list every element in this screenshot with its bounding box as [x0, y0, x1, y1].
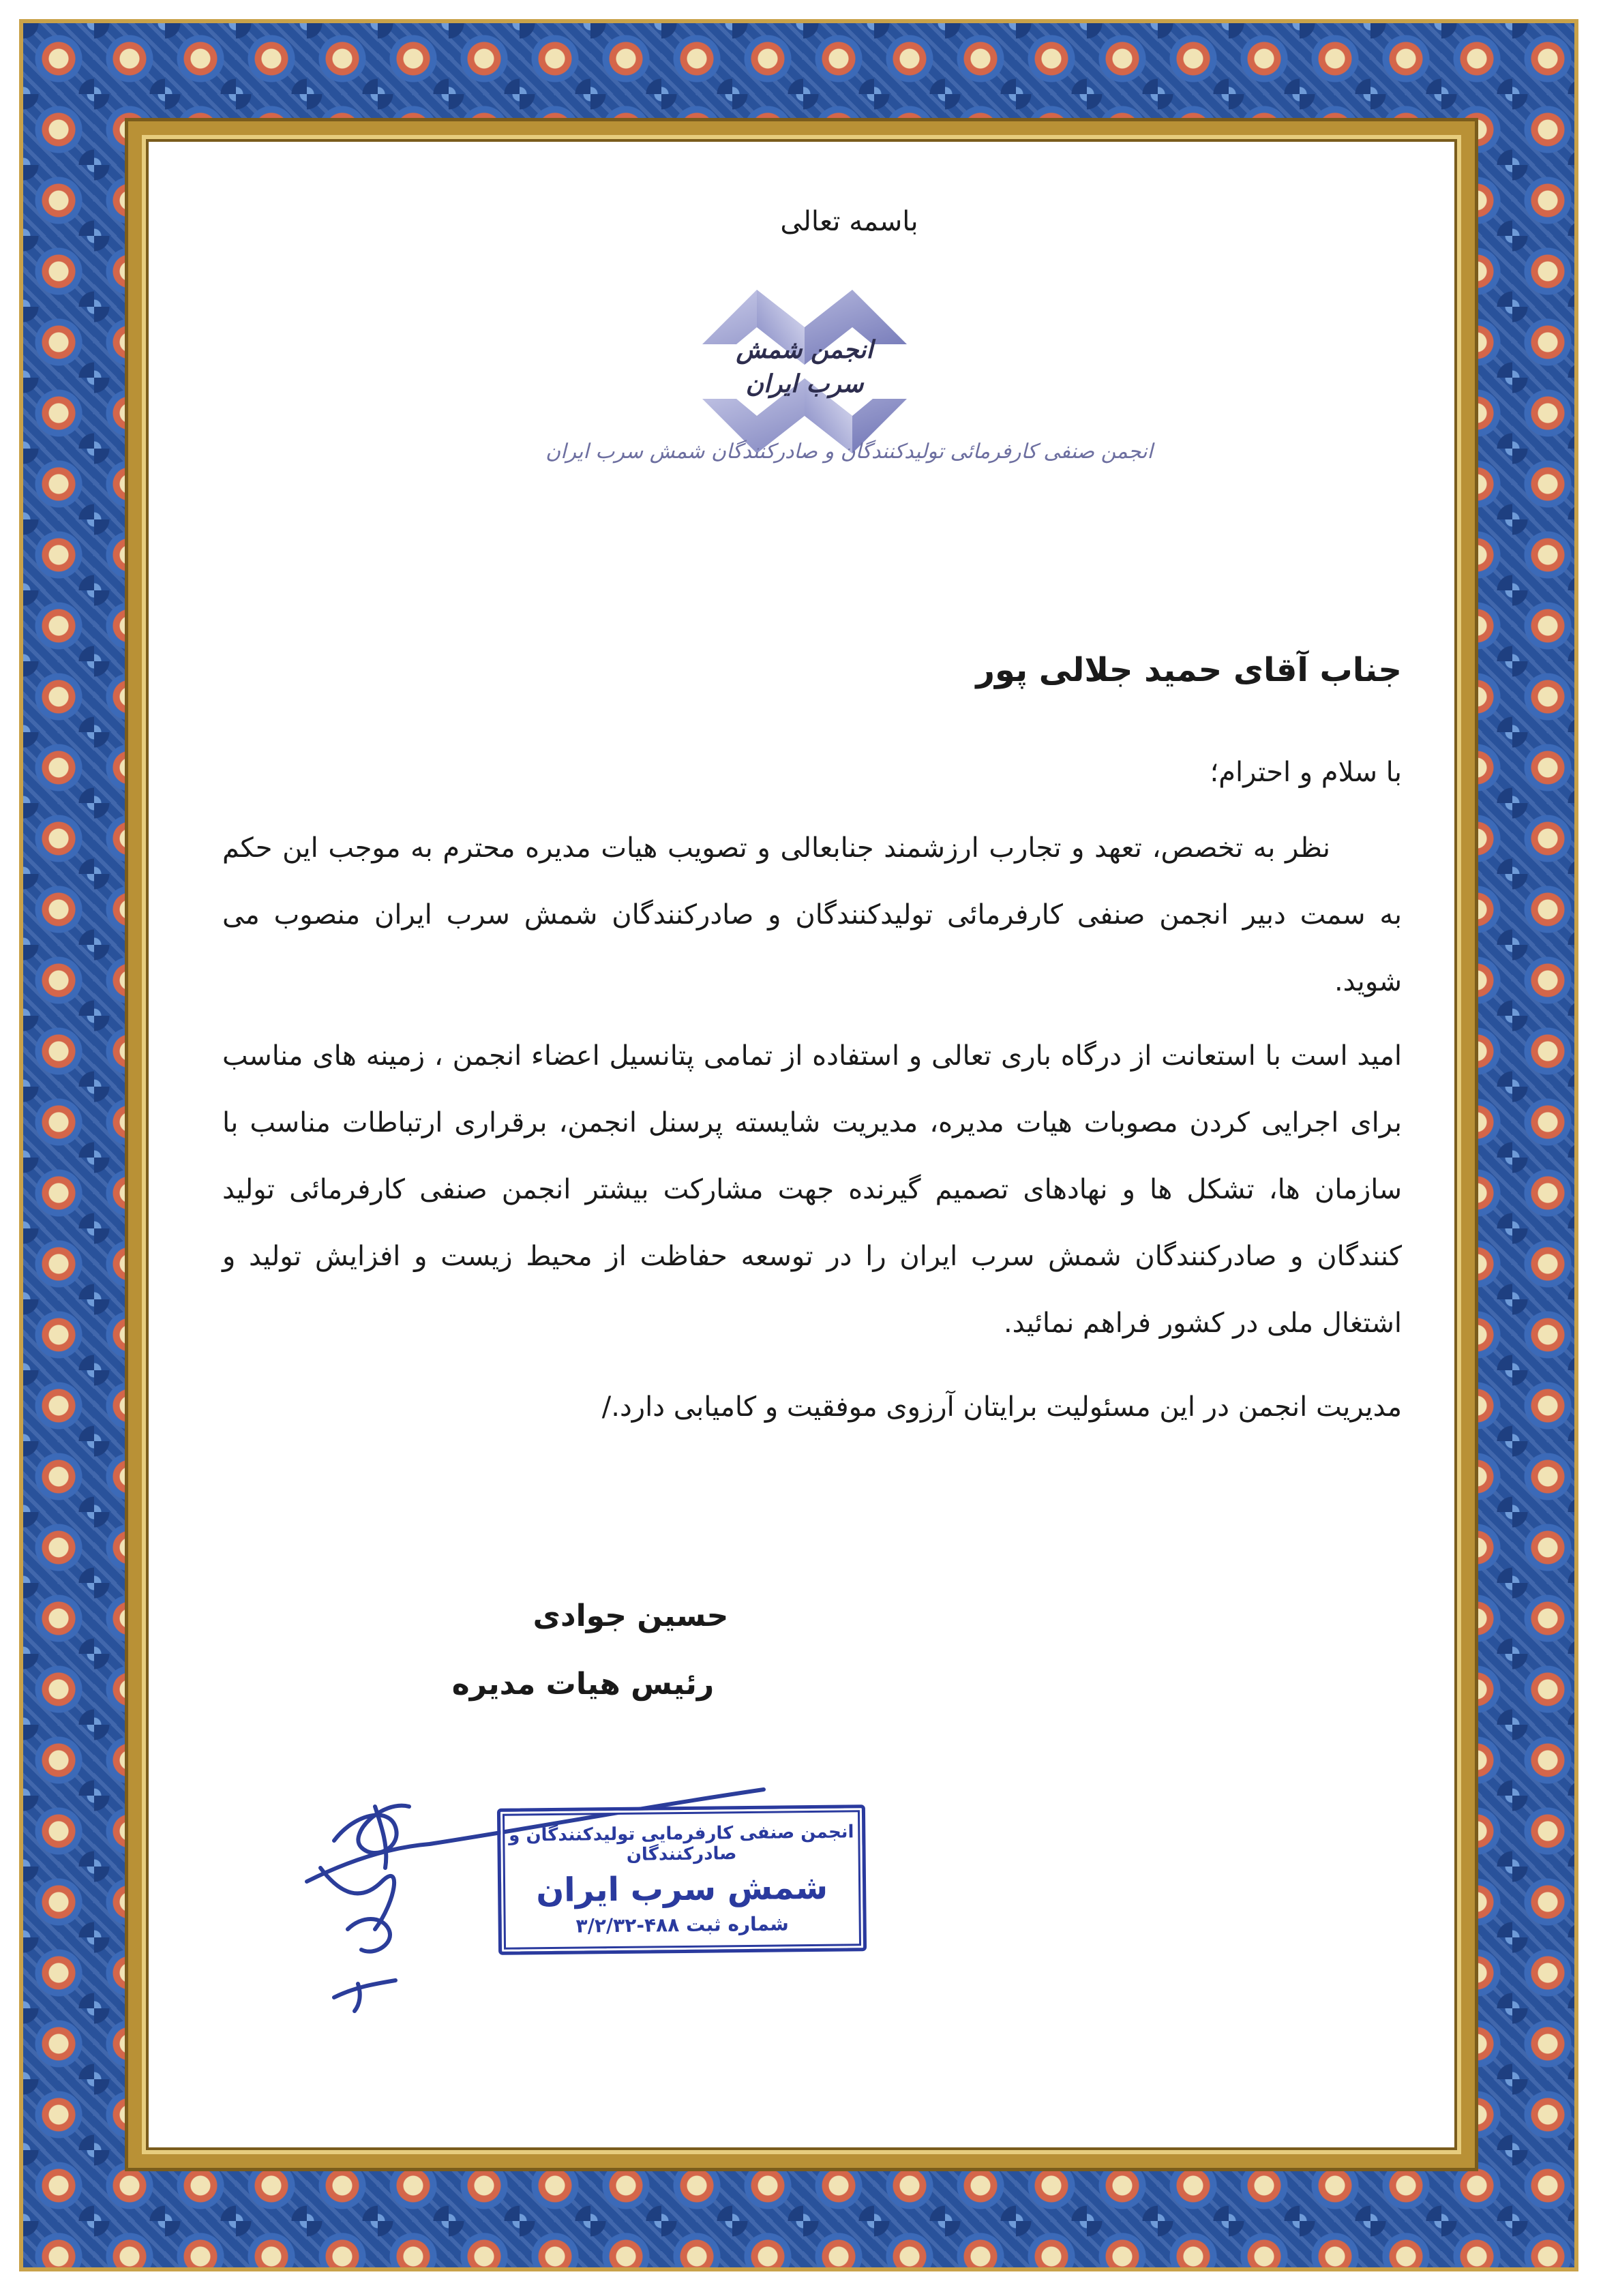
letter-body — [136, 130, 1467, 2160]
paragraph-wishes: مدیریت انجمن در این مسئولیت برایتان آرزوی موفقیت و کامیابی دارد./ — [601, 1391, 1402, 1423]
invocation-heading: باسمه تعالی — [780, 206, 918, 237]
stamp-line-1: انجمن صنفی کارفرمایی تولیدکنندگان و صادرکنندگان — [509, 1822, 854, 1865]
logo-text-line1: انجمن شمش — [736, 336, 873, 364]
greeting-line: با سلام و احترام؛ — [1210, 757, 1402, 788]
association-stamp — [497, 1804, 867, 1955]
logo-subtitle: انجمن صنفی کارفرمائی تولیدکنندگان و صادرکنندگان شمش سرب ایران — [545, 440, 1153, 464]
paragraph-appointment: نظر به تخصص، تعهد و تجارب ارزشمند جنابعالی و تصویب هیات مدیره محترم به موجب این حکم به سمت دبیر انجمن صنفی کارفرمائی تولیدکنندگان و صادرکنندگان شمش سرب ایران منصوب می شوید. — [222, 832, 1402, 997]
recipient-line: جناب آقای حمید جلالی پور — [976, 651, 1402, 689]
stamp-line-2: شمش سرب ایران — [536, 1868, 828, 1910]
signer-name: حسین جوادی — [533, 1599, 729, 1633]
stamp-registration: شماره ثبت ۴۸۸-۳/۲/۳۲ — [575, 1912, 789, 1937]
signer-title: رئیس هیات مدیره — [451, 1667, 715, 1702]
logo-text-line2: سرب ایران — [745, 370, 864, 398]
paragraph-hopes: امید است با استعانت از درگاه باری تعالی و استفاده از تمامی پتانسیل اعضاء انجمن ، زمینه های مناسب برای اجرایی کردن مصوبات هیات مدیره، مدیریت شایسته پرسنل انجمن، برقراری ارتباطات مناسب با سازمان ها، تشکل ها و نهادهای تصمیم گیرنده جهت مشارکت بیشتر انجمن صنفی کارفرمائی تولید کنندگان و صادرکنندگان شمش سرب ایران را در توسعه حفاظت از محیط زیست و افزایش تولید و اشتغال ملی در کشور فراهم نمائید. — [222, 1040, 1402, 1339]
